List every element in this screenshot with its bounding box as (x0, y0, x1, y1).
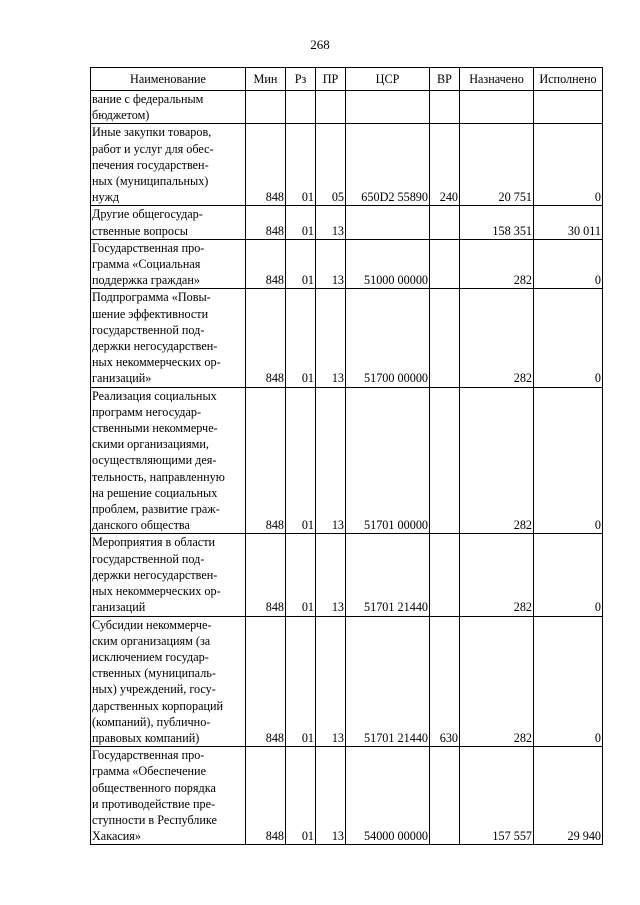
cell-csr: 51701 21440 (346, 534, 430, 616)
name-line: ственными некоммерче- (92, 421, 218, 436)
cell-pr (316, 91, 346, 124)
cell-pr: 13 (316, 206, 346, 239)
cell-vr (430, 206, 460, 239)
cell-rz: 01 (286, 124, 316, 206)
cell-rz: 01 (286, 239, 316, 289)
budget-table (90, 67, 603, 845)
header-executed: Исполнено (534, 68, 603, 91)
cell-min: 848 (246, 387, 286, 534)
cell-executed: 0 (534, 534, 603, 616)
cell-rz: 01 (286, 534, 316, 616)
table-row (91, 534, 603, 616)
cell-vr (430, 387, 460, 534)
cell-assigned: 282 (460, 387, 534, 534)
cell-rz: 01 (286, 616, 316, 747)
cell-min: 848 (246, 289, 286, 387)
name-line: ственных (муниципаль- (92, 666, 216, 681)
table-body (91, 91, 603, 845)
cell-min: 848 (246, 124, 286, 206)
cell-csr: 51701 21440 (346, 616, 430, 747)
cell-pr: 05 (316, 124, 346, 206)
name-line: поддержка граждан» (92, 273, 200, 288)
name-line: Реализация социальных (92, 388, 217, 403)
cell-executed: 0 (534, 239, 603, 289)
cell-csr: 51000 00000 (346, 239, 430, 289)
cell-assigned (460, 91, 534, 124)
cell-name (91, 387, 246, 534)
cell-executed: 0 (534, 289, 603, 387)
cell-min: 848 (246, 534, 286, 616)
name-line: ским организациям (за (92, 633, 211, 648)
cell-name (91, 124, 246, 206)
cell-executed: 0 (534, 616, 603, 747)
table-header-row (91, 68, 603, 91)
name-line: дарственных корпораций (92, 698, 224, 713)
cell-min: 848 (246, 747, 286, 845)
cell-executed: 30 011 (534, 206, 603, 239)
page-number: 268 (310, 37, 330, 52)
name-line: данского общества (92, 518, 190, 533)
cell-pr: 13 (316, 239, 346, 289)
cell-min: 848 (246, 206, 286, 239)
name-line: Мероприятия в области (92, 535, 216, 550)
name-line: осуществляющими дея- (92, 453, 217, 468)
name-line: ганизаций» (92, 371, 152, 386)
header-assigned: Назначено (460, 68, 534, 91)
header-csr: ЦСР (346, 68, 430, 91)
table-row (91, 387, 603, 534)
name-line: (компаний), публично- (92, 714, 211, 729)
cell-name (91, 747, 246, 845)
header-pr: ПР (316, 68, 346, 91)
cell-pr: 13 (316, 289, 346, 387)
table-row (91, 616, 603, 747)
cell-assigned: 282 (460, 239, 534, 289)
cell-name (91, 239, 246, 289)
cell-min: 848 (246, 616, 286, 747)
name-line: Субсидии некоммерче- (92, 617, 212, 632)
name-line: вание с федеральным (92, 92, 204, 106)
cell-name (91, 534, 246, 616)
name-line: ных) учреждений, госу- (92, 682, 216, 697)
cell-assigned: 157 557 (460, 747, 534, 845)
name-line: ственные вопросы (92, 223, 188, 238)
name-line: государственной под- (92, 551, 205, 566)
cell-rz (286, 91, 316, 124)
cell-vr (430, 747, 460, 845)
name-line: и противодействие пре- (92, 796, 216, 811)
name-line: нужд (92, 190, 120, 205)
name-line: программ негосудар- (92, 404, 202, 419)
cell-assigned: 20 751 (460, 124, 534, 206)
name-line: ганизаций (92, 600, 146, 615)
table-row (91, 289, 603, 387)
name-line: ных некоммерческих ор- (92, 584, 221, 599)
name-line: правовых компаний) (92, 730, 200, 745)
name-line: исключением государ- (92, 649, 209, 664)
name-line: скими организациями, (92, 437, 209, 452)
header-min: Мин (246, 68, 286, 91)
cell-vr (430, 289, 460, 387)
table-row (91, 124, 603, 206)
name-line: проблем, развитие граж- (92, 502, 220, 517)
name-line: печения государствен- (92, 157, 209, 172)
name-line: Подпрограмма «Повы- (92, 290, 211, 305)
cell-rz: 01 (286, 206, 316, 239)
table-row (91, 747, 603, 845)
name-line: Государственная про- (92, 748, 205, 763)
cell-csr (346, 91, 430, 124)
cell-executed: 29 940 (534, 747, 603, 845)
cell-name (91, 289, 246, 387)
cell-assigned: 282 (460, 616, 534, 747)
name-line: Иные закупки товаров, (92, 125, 212, 140)
cell-assigned: 282 (460, 289, 534, 387)
header-rz: Рз (286, 68, 316, 91)
name-line: государственной под- (92, 322, 205, 337)
name-line: грамма «Социальная (92, 257, 201, 272)
name-line: Другие общегосудар- (92, 207, 203, 222)
cell-csr (346, 206, 430, 239)
table-row (91, 239, 603, 289)
cell-vr: 630 (430, 616, 460, 747)
name-line: держки негосударствен- (92, 339, 218, 354)
header-name: Наименование (91, 68, 246, 91)
cell-vr (430, 239, 460, 289)
name-line: грамма «Обеспечение (92, 764, 206, 779)
table-row (91, 91, 603, 124)
cell-pr: 13 (316, 387, 346, 534)
cell-min: 848 (246, 239, 286, 289)
cell-csr: 51700 00000 (346, 289, 430, 387)
cell-min (246, 91, 286, 124)
name-line: шение эффективности (92, 306, 209, 321)
name-line: работ и услуг для обес- (92, 141, 214, 156)
cell-executed: 0 (534, 124, 603, 206)
cell-name (91, 206, 246, 239)
cell-assigned: 282 (460, 534, 534, 616)
cell-rz: 01 (286, 387, 316, 534)
name-line: общественного порядка (92, 780, 216, 795)
cell-csr: 650D2 55890 (346, 124, 430, 206)
cell-pr: 13 (316, 747, 346, 845)
name-line: держки негосударствен- (92, 567, 218, 582)
name-line: ступности в Республике (92, 812, 217, 827)
name-line: ных некоммерческих ор- (92, 355, 221, 370)
name-line: тельность, направленную (92, 469, 225, 484)
name-line: Хакасия» (92, 829, 141, 844)
cell-pr: 13 (316, 534, 346, 616)
name-line: ных (муниципальных) (92, 174, 209, 189)
header-vr: ВР (430, 68, 460, 91)
name-line: на решение социальных (92, 485, 218, 500)
cell-name (91, 91, 246, 124)
cell-vr (430, 534, 460, 616)
cell-vr: 240 (430, 124, 460, 206)
cell-rz: 01 (286, 289, 316, 387)
cell-executed (534, 91, 603, 124)
cell-name (91, 616, 246, 747)
cell-csr: 54000 00000 (346, 747, 430, 845)
table-row (91, 206, 603, 239)
cell-assigned: 158 351 (460, 206, 534, 239)
cell-pr: 13 (316, 616, 346, 747)
name-line: Государственная про- (92, 240, 205, 255)
cell-rz: 01 (286, 747, 316, 845)
name-line: бюджетом) (92, 108, 150, 123)
cell-vr (430, 91, 460, 124)
cell-executed: 0 (534, 387, 603, 534)
cell-csr: 51701 00000 (346, 387, 430, 534)
